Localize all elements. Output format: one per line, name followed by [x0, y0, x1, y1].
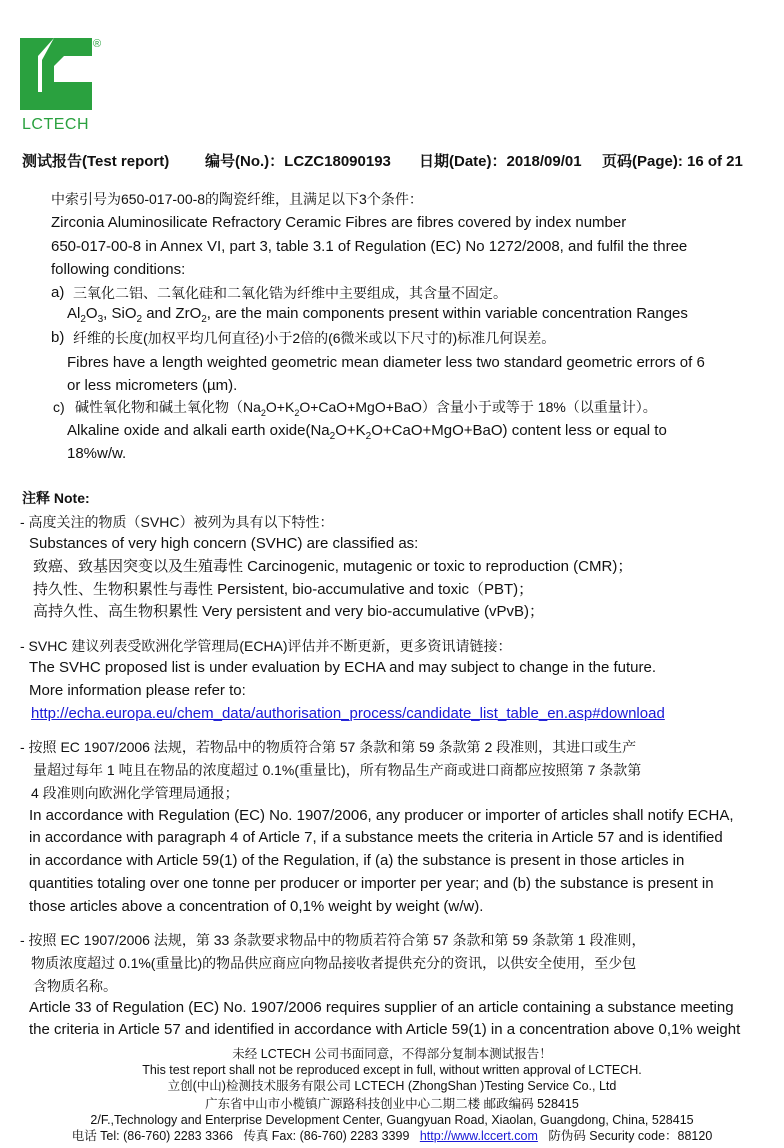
condition-c-en-line-2: 18%w/w. [67, 445, 127, 462]
condition-c-marker: c) [53, 399, 65, 415]
note-4-en-line-1: Article 33 of Regulation (EC) No. 1907/2006 requires supplier of an article containing a substance meeting [29, 999, 734, 1016]
condition-b-en-line-1: Fibres have a length weighted geometric mean diameter less two standard geometric errors of 6 [67, 354, 705, 371]
note-3-en-line-5: those articles above a concentration of 0,1% weight by weight (w/w). [29, 898, 484, 915]
report-title: 测试报告(Test report) [22, 153, 170, 170]
note-1-item-pbt: 持久性、生物积累性与毒性 Persistent, bio-accumulative and toxic（PBT)； [33, 581, 534, 598]
condition-b-cn: 纤维的长度(加权平均几何直径)小于2倍的(6微米或以下尺寸的)标准几何误差。 [73, 330, 556, 346]
note-4-en-line-2: the criteria in Article 57 and identified in accordance with Article 59(1) in a concentration above 0,1% weight [29, 1021, 741, 1038]
lctech-logo-icon [20, 38, 92, 110]
intro-cn: 中索引号为650-017-00-8的陶瓷纤维，且满足以下3个条件： [51, 191, 423, 207]
note-4-cn-line-3: 含物质名称。 [33, 978, 117, 994]
report-number: 编号(No.)：LCZC18090193 [205, 153, 391, 170]
note-1-en: Substances of very high concern (SVHC) are classified as: [29, 535, 419, 552]
intro-en-line-2: 650-017-00-8 in Annex VI, part 3, table 3.1 of Regulation (EC) No 1272/2008, and fulfil the three [51, 238, 688, 255]
note-3-en-line-2: in accordance with paragraph 4 of Article 7, if a substance meets the criteria in Article 57 and is identified [29, 829, 723, 846]
condition-a-marker: a) [51, 284, 65, 301]
footer-company-name: 立创(中山)检测技术服务有限公司 LCTECH (ZhongShan )Testing Service Co., Ltd [167, 1079, 617, 1093]
company-logo [20, 38, 112, 134]
note-3-cn-line-1: - 按照 EC 1907/2006 法规，若物品中的物质符合第 57 条款和第 59 条款第 2 段准则，其进口或生产 [20, 739, 637, 755]
note-1-cn: - 高度关注的物质（SVHC）被列为具有以下特性： [20, 514, 334, 530]
note-3-cn-line-2: 量超过每年 1 吨且在物品的浓度超过 0.1%(重量比)，所有物品生产商或进口商都应按照第 7 条款第 [33, 762, 642, 778]
logo-brand-text: LCTECH [22, 116, 90, 133]
footer-notice-cn: 未经 LCTECH 公司书面同意，不得部分复制本测试报告！ [232, 1047, 552, 1061]
note-1-item-vpvb: 高持久性、高生物积累性 Very persistent and very bio-accumulative (vPvB)； [33, 603, 544, 620]
note-3-en-line-1: In accordance with Regulation (EC) No. 1907/2006, any producer or importer of articles shall notify ECHA, [29, 807, 734, 824]
note-4-cn-line-1: - 按照 EC 1907/2006 法规，第 33 条款要求物品中的物质若符合第 57 条款和第 59 条款第 1 段准则， [20, 932, 646, 948]
note-title: 注释 Note: [22, 490, 90, 506]
intro-en-line-3: following conditions: [51, 261, 186, 278]
note-2-cn: - SVHC 建议列表受欧洲化学管理局(ECHA)评估并不断更新，更多资讯请链接： [20, 638, 512, 654]
condition-a-cn: 三氧化二铝、二氧化硅和二氧化锆为纤维中主要组成，其含量不固定。 [73, 285, 507, 301]
note-1-item-cmr: 致癌、致基因突变以及生殖毒性 Carcinogenic, mutagenic or toxic to reproduction (CMR)； [33, 558, 633, 575]
report-header [0, 150, 784, 170]
page-number: 页码(Page): 16 of 21 [602, 153, 743, 170]
report-date: 日期(Date)：2018/09/01 [419, 153, 582, 170]
note-2-en-line-1: The SVHC proposed list is under evaluation by ECHA and may subject to change in the future. [29, 659, 657, 676]
note-3-en-line-4: quantities totaling over one tonne per producer or importer per year; and (b) the substance is present in [29, 875, 714, 892]
echa-candidate-list-link[interactable]: http://echa.europa.eu/chem_data/authorisation_process/candidate_list_table_en.asp#download [31, 705, 665, 722]
condition-a-en: $Al_2O_3$, SiO$_2$ and ZrO$_2$, are the main components present within variable concentration Ranges [67, 305, 688, 325]
footer-contact [0, 1128, 784, 1144]
footer-security-code: 防伪码 Security code：88120 [537, 1129, 713, 1143]
condition-c-cn: 碱性氧化物和碱土氧化物$(Na_2O+K_2O+CaO+MgO+BaO)$含量小于或等于 18%（以重量计）。 [75, 399, 657, 418]
note-3-en-line-3: in accordance with Article 59(1) of the Regulation, if (a) the substance is present in those articles in [29, 852, 685, 869]
footer-notice-en: This test report shall not be reproduced except in full, without written approval of LCTECH. [142, 1063, 642, 1077]
note-3-cn-line-3: 4 段准则向欧洲化学管理局通报； [31, 785, 239, 801]
footer-address-cn: 广东省中山市小榄镇广源路科技创业中心二期二楼 邮政编码 528415 [205, 1097, 579, 1111]
note-4-cn-line-2: 物质浓度超过 0.1%(重量比)的物品供应商应向物品接收者提供充分的资讯，以供安全使用，至少包 [31, 955, 637, 971]
note-2-en-line-2: More information please refer to: [29, 682, 246, 699]
registered-mark: ® [93, 38, 102, 50]
condition-c-en-line-1: Alkaline oxide and alkali earth $oxide(Na_2O+K_2O+CaO+MgO+BaO)$ content less or equal to [67, 422, 667, 442]
intro-en-line-1: Zirconia Aluminosilicate Refractory Ceramic Fibres are fibres covered by index number [51, 214, 627, 231]
condition-b-en-line-2: or less micrometers (µm). [67, 377, 238, 394]
footer-phone-fax: 电话 Tel: (86-760) 2283 3366 传真 Fax: (86-760) 2283 3399 [71, 1129, 420, 1143]
website-link[interactable]: http://www.lccert.com [419, 1129, 538, 1143]
condition-b-marker: b) [51, 329, 65, 346]
footer-address-en: 2/F.,Technology and Enterprise Development Center, Guangyuan Road, Xiaolan, Guangdong, China, 528415 [90, 1113, 694, 1127]
